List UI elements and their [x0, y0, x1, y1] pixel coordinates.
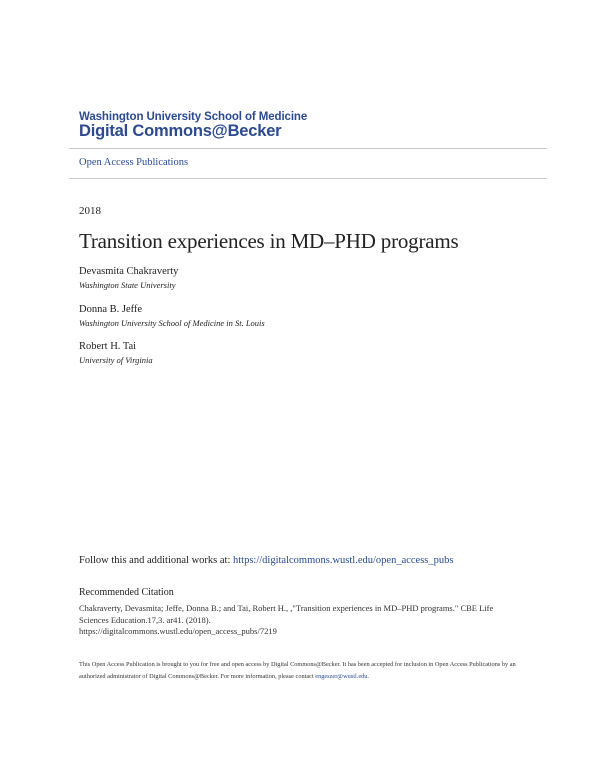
- top-divider: [69, 148, 547, 149]
- bottom-divider: [69, 178, 547, 179]
- author-name: Donna B. Jeffe: [79, 304, 143, 315]
- footer-end: .: [367, 672, 369, 680]
- follow-link[interactable]: https://digitalcommons.wustl.edu/open_access_pubs: [233, 555, 454, 566]
- footer-text: This Open Access Publication is brought to you for free and open access by Digital Commons@Becker. It has been accepted for inclusion in Open Access Publications by an authorized administrator of Digital Commons@Becker. For more information, please contact: [79, 661, 516, 680]
- institution-name[interactable]: Washington University School of Medicine: [79, 111, 308, 123]
- author-affiliation: University of Virginia: [79, 355, 153, 365]
- author-affiliation: Washington University School of Medicine in St. Louis: [79, 318, 265, 328]
- follow-line: [79, 555, 453, 566]
- paper-title: Transition experiences in MD–PHD programs: [79, 229, 459, 253]
- author-name: Robert H. Tai: [79, 341, 137, 352]
- citation-heading: Recommended Citation: [79, 587, 174, 598]
- author-name: Devasmita Chakraverty: [79, 266, 179, 277]
- citation-block: [79, 603, 519, 638]
- citation-text: Chakraverty, Devasmita; Jeffe, Donna B.; and Tai, Robert H., ,"Transition experiences in MD–PHD programs." CBE Life Sciences Education.17,3. ar41. (2018).: [79, 603, 494, 625]
- follow-text: Follow this and additional works at:: [79, 555, 233, 566]
- footer-note: [79, 659, 519, 682]
- author-affiliation: Washington State University: [79, 280, 176, 290]
- collection-link[interactable]: Open Access Publications: [79, 157, 189, 168]
- contact-email-link[interactable]: engeszer@wustl.edu: [315, 672, 368, 680]
- publication-year: 2018: [79, 205, 101, 217]
- repository-name[interactable]: Digital Commons@Becker: [79, 122, 282, 140]
- citation-url[interactable]: https://digitalcommons.wustl.edu/open_access_pubs/7219: [79, 626, 277, 636]
